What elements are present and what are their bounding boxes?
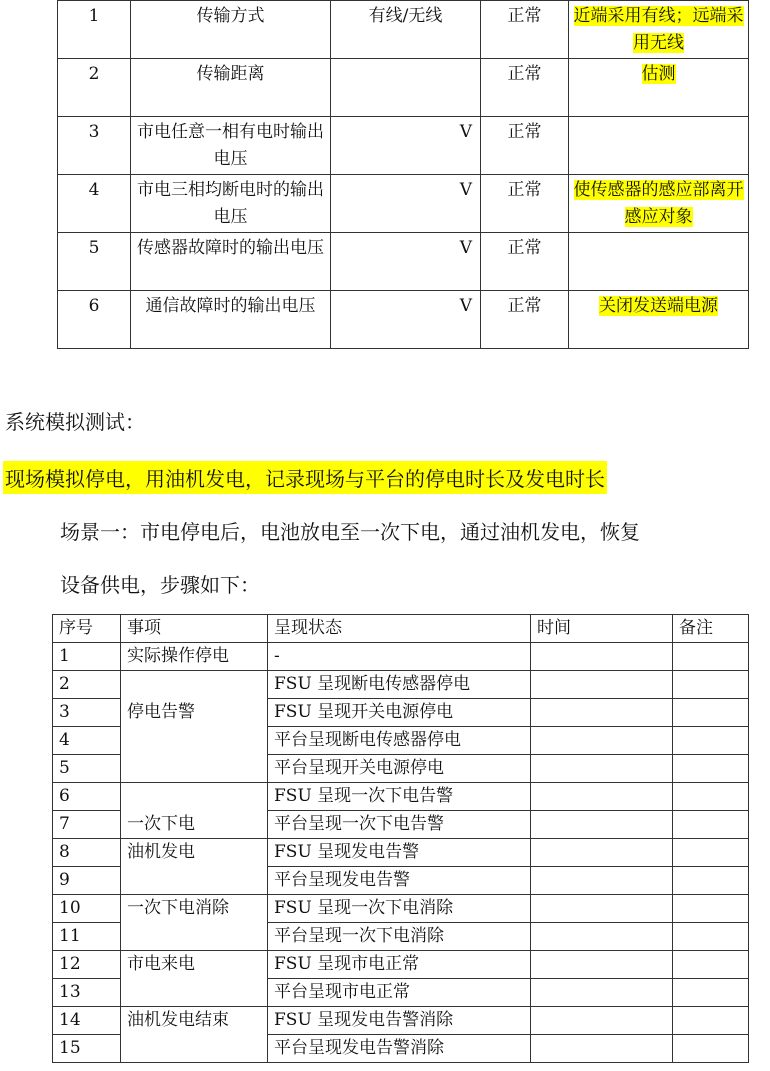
test-note [569, 233, 749, 291]
column-header: 备注 [673, 615, 749, 643]
row-number: 1 [58, 1, 131, 59]
time-cell [531, 699, 673, 727]
remark-cell [673, 1035, 749, 1063]
test-value: 有线/无线 [331, 1, 481, 59]
scenario-line-2: 设备供电，步骤如下： [60, 573, 260, 597]
time-cell [531, 1007, 673, 1035]
test-note [569, 59, 749, 117]
table-row [53, 895, 749, 923]
status-text: - [268, 643, 531, 671]
remark-cell [673, 811, 749, 839]
remark-cell [673, 923, 749, 951]
row-number: 6 [58, 291, 131, 349]
table-row [58, 59, 749, 117]
test-note [569, 175, 749, 233]
time-cell [531, 951, 673, 979]
test-item: 通信故障时的输出电压 [131, 291, 331, 349]
test-status: 正常 [481, 175, 569, 233]
remark-cell [673, 727, 749, 755]
highlighted-note: 近端采用有线；远端采用无线 [573, 6, 744, 53]
row-number: 6 [53, 783, 121, 811]
status-text: 平台呈现发电告警消除 [268, 1035, 531, 1063]
test-note [569, 291, 749, 349]
remark-cell [673, 895, 749, 923]
event-group: 实际操作停电 [121, 643, 268, 671]
test-status: 正常 [481, 117, 569, 175]
remark-cell [673, 951, 749, 979]
status-text: 平台呈现开关电源停电 [268, 755, 531, 783]
table-row [58, 233, 749, 291]
row-number: 12 [53, 951, 121, 979]
table-row [58, 175, 749, 233]
test-value: V [331, 175, 481, 233]
table-row [53, 839, 749, 867]
time-cell [531, 643, 673, 671]
event-group: 一次下电消除 [121, 895, 268, 951]
highlighted-note: 估测 [641, 64, 676, 84]
row-number: 8 [53, 839, 121, 867]
remark-cell [673, 979, 749, 1007]
remark-cell [673, 699, 749, 727]
row-number: 3 [58, 117, 131, 175]
row-number: 4 [53, 727, 121, 755]
test-item: 传输方式 [131, 1, 331, 59]
header-row [53, 615, 749, 643]
remark-cell [673, 643, 749, 671]
test-item: 市电三相均断电时的输出电压 [131, 175, 331, 233]
table-row [53, 643, 749, 671]
highlight-line: 现场模拟停电，用油机发电，记录现场与平台的停电时长及发电时长 [3, 461, 607, 494]
remark-cell [673, 755, 749, 783]
test-item: 传感器故障时的输出电压 [131, 233, 331, 291]
event-group: 一次下电 [121, 783, 268, 839]
status-text: 平台呈现一次下电告警 [268, 811, 531, 839]
test-status: 正常 [481, 291, 569, 349]
test-results-table [57, 0, 749, 349]
test-status: 正常 [481, 233, 569, 291]
test-note [569, 117, 749, 175]
table-row [58, 117, 749, 175]
status-text: FSU 呈现一次下电告警 [268, 783, 531, 811]
table-row [53, 671, 749, 699]
row-number: 2 [53, 671, 121, 699]
table-row [53, 1007, 749, 1035]
test-value [331, 59, 481, 117]
time-cell [531, 923, 673, 951]
time-cell [531, 895, 673, 923]
time-cell [531, 727, 673, 755]
row-number: 5 [58, 233, 131, 291]
status-text: 平台呈现断电传感器停电 [268, 727, 531, 755]
status-text: FSU 呈现开关电源停电 [268, 699, 531, 727]
row-number: 13 [53, 979, 121, 1007]
steps-table [52, 614, 749, 1063]
test-item: 市电任意一相有电时输出电压 [131, 117, 331, 175]
status-text: 平台呈现一次下电消除 [268, 923, 531, 951]
highlighted-note: 使传感器的感应部离开感应对象 [573, 180, 744, 227]
table-row [58, 1, 749, 59]
section-title: 系统模拟测试： [5, 410, 145, 434]
column-header: 时间 [531, 615, 673, 643]
column-header: 呈现状态 [268, 615, 531, 643]
test-status: 正常 [481, 1, 569, 59]
table-row [58, 291, 749, 349]
table-row [53, 951, 749, 979]
status-text: FSU 呈现市电正常 [268, 951, 531, 979]
remark-cell [673, 671, 749, 699]
test-value: V [331, 291, 481, 349]
highlighted-note: 关闭发送端电源 [599, 296, 718, 316]
test-note [569, 1, 749, 59]
row-number: 15 [53, 1035, 121, 1063]
table-row [53, 783, 749, 811]
time-cell [531, 671, 673, 699]
time-cell [531, 755, 673, 783]
event-group: 市电来电 [121, 951, 268, 1007]
row-number: 9 [53, 867, 121, 895]
row-number: 10 [53, 895, 121, 923]
time-cell [531, 1035, 673, 1063]
row-number: 5 [53, 755, 121, 783]
test-value: V [331, 117, 481, 175]
status-text: 平台呈现市电正常 [268, 979, 531, 1007]
row-number: 7 [53, 811, 121, 839]
event-group: 油机发电结束 [121, 1007, 268, 1063]
test-value: V [331, 233, 481, 291]
status-text: 平台呈现发电告警 [268, 867, 531, 895]
row-number: 3 [53, 699, 121, 727]
status-text: FSU 呈现一次下电消除 [268, 895, 531, 923]
row-number: 1 [53, 643, 121, 671]
row-number: 14 [53, 1007, 121, 1035]
row-number: 11 [53, 923, 121, 951]
scenario-line-1: 场景一：市电停电后，电池放电至一次下电，通过油机发电，恢复 [60, 520, 640, 544]
test-status: 正常 [481, 59, 569, 117]
time-cell [531, 783, 673, 811]
remark-cell [673, 1007, 749, 1035]
time-cell [531, 839, 673, 867]
column-header: 序号 [53, 615, 121, 643]
event-group: 油机发电 [121, 839, 268, 895]
remark-cell [673, 839, 749, 867]
test-item: 传输距离 [131, 59, 331, 117]
time-cell [531, 811, 673, 839]
time-cell [531, 979, 673, 1007]
row-number: 2 [58, 59, 131, 117]
status-text: FSU 呈现断电传感器停电 [268, 671, 531, 699]
time-cell [531, 867, 673, 895]
remark-cell [673, 783, 749, 811]
column-header: 事项 [121, 615, 268, 643]
event-group: 停电告警 [121, 671, 268, 783]
status-text: FSU 呈现发电告警消除 [268, 1007, 531, 1035]
remark-cell [673, 867, 749, 895]
status-text: FSU 呈现发电告警 [268, 839, 531, 867]
row-number: 4 [58, 175, 131, 233]
